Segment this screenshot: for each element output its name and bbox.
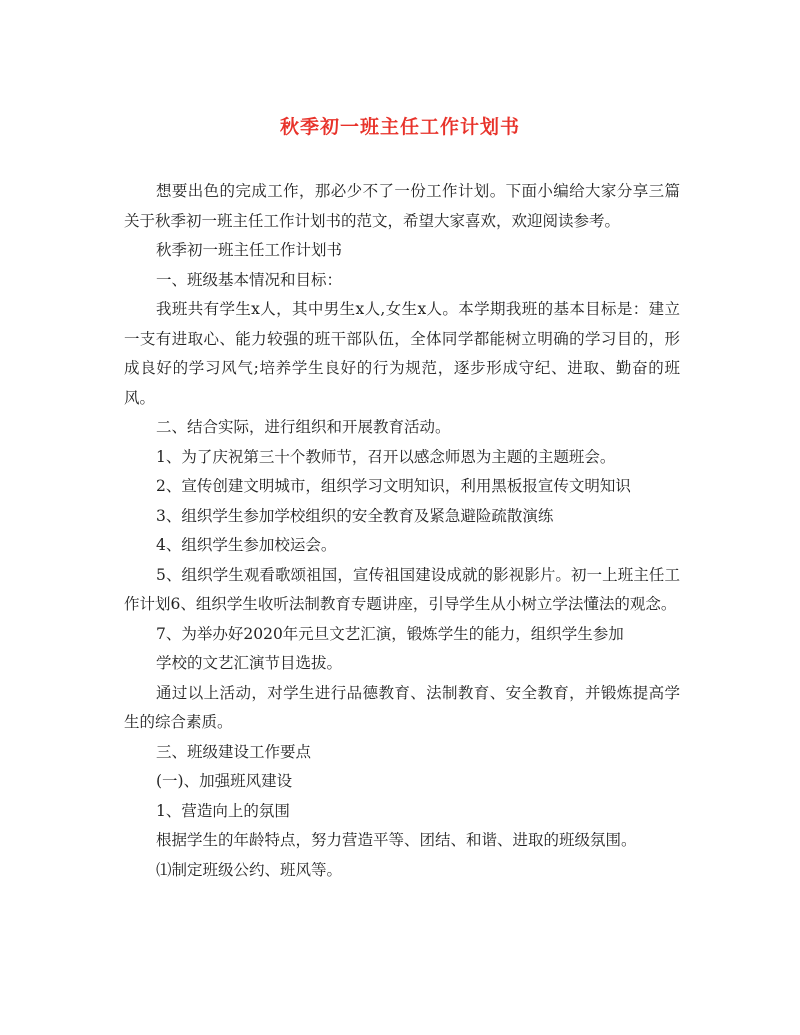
list-item-7: 7、为举办好2020年元旦文艺汇演，锻炼学生的能力，组织学生参加 xyxy=(156,624,624,643)
list-item-4: 4、组织学生参加校运会。 xyxy=(156,536,337,554)
paragraph-atmosphere: 根据学生的年龄特点，努力营造平等、团结、和谐、进取的班级氛围。 xyxy=(156,831,637,849)
paragraph-summary: 通过以上活动，对学生进行品德教育、法制教育、安全教育，并锻炼提高学生的综合素质。 xyxy=(124,683,680,731)
paragraph-intro: 想要出色的完成工作，那必少不了一份工作计划。下面小编给大家分享三篇关于秋季初一班主任工作计划书的范文，希望大家喜欢，欢迎阅读参考。 xyxy=(124,182,680,230)
document-title: 秋季初一班主任工作计划书 xyxy=(279,116,520,138)
list-item-5-6: 5、组织学生观看歌颂祖国，宣传祖国建设成就的影视影片。初一上班主任工作计划6、组织学生收听法制教育专题讲座，引导学生从小树立学法懂法的观念。 xyxy=(124,565,680,613)
subsection-heading-1: (一)、加强班风建设 xyxy=(156,772,293,790)
paragraph-subtitle: 秋季初一班主任工作计划书 xyxy=(156,241,343,259)
section-heading-3: 三、班级建设工作要点 xyxy=(156,742,312,761)
list-item-2: 2、宣传创建文明城市，组织学习文明知识，利用黑板报宣传文明知识 xyxy=(156,477,631,495)
section-heading-1: 一、班级基本情况和目标： xyxy=(156,270,343,289)
list-item-7-continued: 学校的文艺汇演节目选拔。 xyxy=(156,654,343,672)
list-item-1: 1、为了庆祝第三十个教师节，召开以感念师恩为主题的主题班会。 xyxy=(156,447,616,466)
section-heading-2: 二、结合实际，进行组织和开展教育活动。 xyxy=(156,418,451,436)
paragraph-class-info: 我班共有学生x人，其中男生x人,女生x人。本学期我班的基本目标是：建立一支有进取心、能力较强的班干部队伍，全体同学都能树立明确的学习目的，形成良好的学习风气;培养学生良好的行为规范，逐步形成守纪、进取、勤奋的班风。 xyxy=(124,300,680,407)
subsubsection-heading-1: 1、营造向上的氛围 xyxy=(156,801,290,820)
document-body xyxy=(124,177,680,885)
list-item-3: 3、组织学生参加学校组织的安全教育及紧急避险疏散演练 xyxy=(156,506,554,525)
list-item-class-rules: ⑴制定班级公约、班风等。 xyxy=(156,860,343,879)
